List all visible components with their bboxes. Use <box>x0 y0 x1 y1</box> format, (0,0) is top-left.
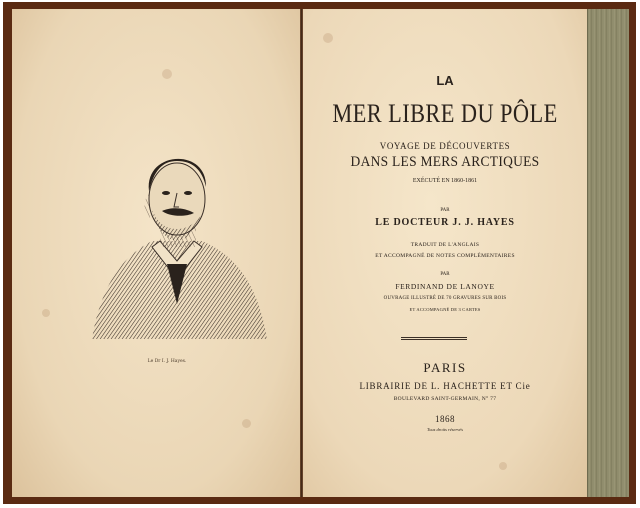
rights-notice: Tous droits réservés <box>427 427 463 432</box>
translation-note-1: TRADUIT DE L'ANGLAIS <box>410 242 480 248</box>
by-label-2: PAR <box>440 272 450 277</box>
portrait-caption: Le Dr I. J. Hayes. <box>147 359 187 364</box>
publication-year: 1868 <box>435 414 455 424</box>
book-title: MER LIBRE DU PÔLE <box>332 99 558 128</box>
foxing-stain <box>323 33 333 43</box>
publisher-address: BOULEVARD SAINT-GERMAIN, N° 77 <box>393 396 497 402</box>
publication-city: PARIS <box>423 360 467 375</box>
foxing-stain <box>242 419 251 428</box>
foxing-stain <box>162 69 172 79</box>
divider-rule <box>401 337 467 340</box>
title-article: LA <box>436 73 454 88</box>
foxing-stain <box>42 309 50 317</box>
illustration-note-1: OUVRAGE ILLUSTRÉ DE 70 GRAVURES SUR BOIS <box>383 296 507 301</box>
translator-name: FERDINAND DE LANOYE <box>395 282 495 291</box>
by-label: PAR <box>440 208 450 213</box>
translation-note-2: ET ACCOMPAGNÉ DE NOTES COMPLÉMENTAIRES <box>375 253 515 259</box>
open-book <box>3 2 636 504</box>
author-name: LE DOCTEUR J. J. HAYES <box>375 217 515 228</box>
page-edges <box>587 9 629 497</box>
illustration-note-2: ET ACCOMPAGNÉ DE 3 CARTES <box>409 307 481 312</box>
foxing-stain <box>499 462 507 470</box>
portrait-engraving <box>82 129 272 344</box>
expedition-dates: EXÉCUTÉ EN 1860-1861 <box>412 178 478 184</box>
frontispiece-page <box>12 9 300 497</box>
title-page <box>303 9 587 497</box>
publisher-name: LIBRAIRIE DE L. HACHETTE ET Cie <box>359 381 531 391</box>
subtitle-line-2: DANS LES MERS ARCTIQUES <box>350 154 540 170</box>
subtitle-line-1: VOYAGE DE DÉCOUVERTES <box>379 141 511 151</box>
